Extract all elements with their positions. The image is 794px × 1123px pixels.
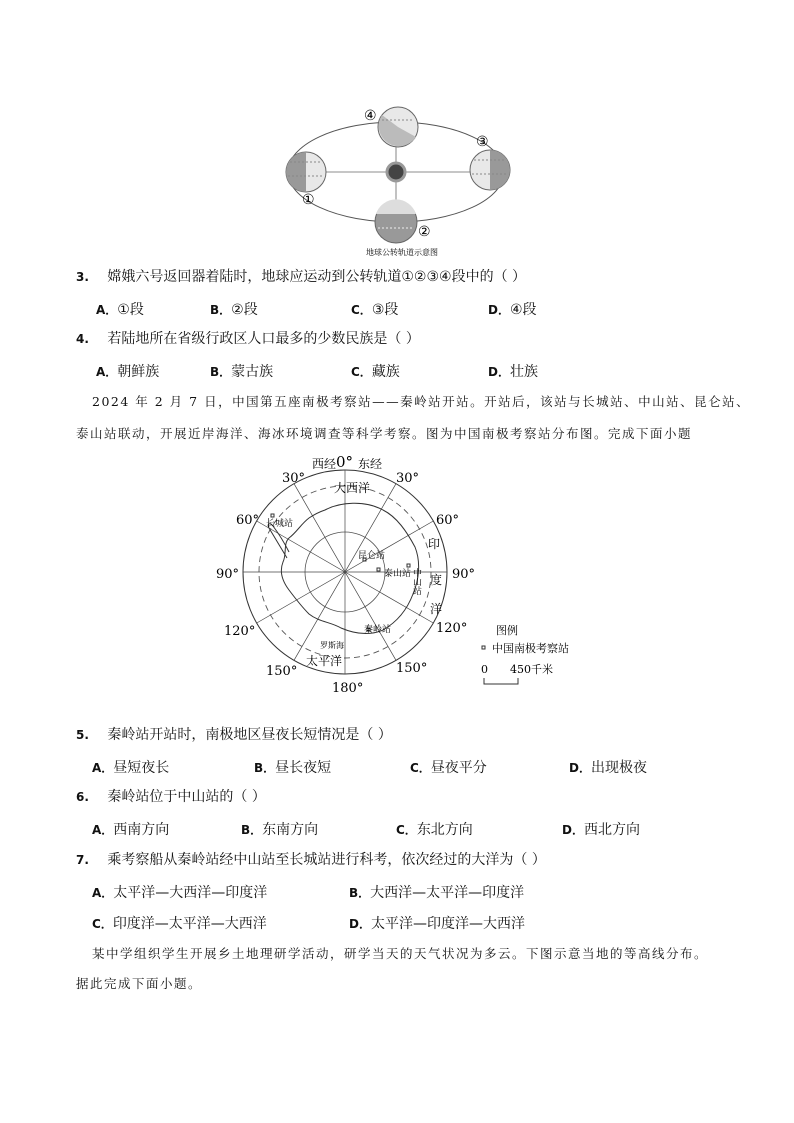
map-west-label: 西经 (312, 457, 337, 471)
station-label: 长城站 (266, 519, 294, 529)
option-b[interactable] (210, 299, 258, 319)
option-d[interactable] (569, 757, 647, 777)
sea-label: 罗斯海 (320, 641, 344, 650)
question-text: 秦岭站位于中山站的（ ） (107, 789, 266, 805)
option-letter: B． (210, 303, 232, 317)
legend-item: 中国南极考察站 (492, 642, 569, 655)
option-b[interactable] (210, 361, 273, 381)
option-letter: B． (241, 823, 263, 837)
option-d[interactable] (562, 819, 640, 839)
orbit-figure (270, 90, 530, 260)
option-letter: D． (349, 917, 371, 931)
degree-label: 150° (396, 661, 428, 676)
passage-line: 泰山站联动，开展近岸海洋、海冰环境调查等科学考察。图为中国南极考察站分布图。完成下面小题 (76, 426, 693, 441)
option-text: 印度洋—太平洋—大西洋 (112, 916, 267, 932)
option-a[interactable] (92, 819, 169, 839)
option-text: 壮族 (509, 364, 538, 380)
passage-line: 2024 年 2 月 7 日，中国第五座南极考察站——秦岭站开站。开站后，该站与长城站、中山站、昆仑站、 (92, 394, 751, 409)
option-b[interactable] (241, 819, 318, 839)
option-text: 大西洋—太平洋—印度洋 (370, 885, 525, 901)
option-letter: C． (351, 303, 372, 317)
option-text: 蒙古族 (231, 364, 274, 380)
option-c[interactable] (92, 913, 267, 933)
degree-label: 60° (236, 513, 260, 528)
option-text: 昼夜平分 (430, 760, 487, 776)
option-b[interactable] (254, 757, 331, 777)
question-4 (76, 330, 420, 348)
question-5 (76, 726, 392, 744)
scale-zero: 0 (481, 663, 488, 676)
option-letter: A． (92, 823, 114, 837)
station-marker (407, 564, 410, 567)
option-text: 太平洋—印度洋—大西洋 (370, 916, 525, 932)
option-letter: A． (96, 365, 118, 379)
degree-label: 60° (436, 513, 460, 528)
orbit-label-3: ③ (476, 134, 489, 150)
question-number: 7. (76, 853, 89, 867)
option-text: 昼长夜短 (275, 760, 332, 776)
option-letter: D． (562, 823, 584, 837)
degree-label: 90° (452, 567, 476, 582)
station-marker (271, 514, 274, 517)
option-letter: A． (92, 886, 114, 900)
option-c[interactable] (396, 819, 473, 839)
option-letter: C． (410, 761, 431, 775)
option-a[interactable] (92, 882, 267, 902)
option-letter: B． (210, 365, 232, 379)
station-label: 泰山站 (384, 569, 412, 579)
option-a[interactable] (92, 757, 169, 777)
station-marker (377, 568, 380, 571)
degree-label: 150° (266, 664, 298, 679)
ocean-label-atlantic: 大西洋 (334, 481, 371, 495)
option-letter: D． (569, 761, 591, 775)
degree-label: 120° (436, 621, 468, 636)
orbit-label-4: ④ (364, 108, 377, 124)
passage-line: 据此完成下面小题。 (76, 976, 203, 991)
ocean-label-indian: 度 (430, 573, 443, 587)
question-7 (76, 851, 546, 869)
question-number: 5. (76, 728, 89, 742)
legend-title: 图例 (496, 624, 518, 637)
option-c[interactable] (351, 361, 400, 381)
option-text: ④段 (509, 302, 537, 318)
question-number: 3. (76, 270, 89, 284)
option-letter: D． (488, 303, 510, 317)
orbit-label-2: ② (418, 224, 431, 240)
question-3 (76, 268, 526, 286)
degree-label: 90° (216, 567, 240, 582)
passage-line: 某中学组织学生开展乡土地理研学活动，研学当天的天气状况为多云。下图示意当地的等高线分布。 (92, 946, 709, 961)
option-d[interactable] (349, 913, 525, 933)
option-text: 东南方向 (262, 822, 319, 838)
degree-label: 30° (282, 471, 306, 486)
option-text: ②段 (231, 302, 258, 318)
question-text: 嫦娥六号返回器着陆时，地球应运动到公转轨道①②③④段中的（ ） (107, 269, 527, 285)
option-letter: C． (92, 917, 113, 931)
option-letter: A． (92, 761, 114, 775)
option-a[interactable] (96, 361, 159, 381)
ocean-label-pacific: 太平洋 (306, 654, 343, 668)
option-text: 太平洋—大西洋—印度洋 (113, 885, 268, 901)
orbit-caption: 地球公转轨道示意图 (366, 248, 438, 257)
option-letter: A． (96, 303, 118, 317)
option-text: 朝鲜族 (117, 364, 160, 380)
option-letter: C． (351, 365, 372, 379)
earth-right (470, 150, 510, 190)
option-c[interactable] (351, 299, 398, 319)
degree-label: 30° (396, 471, 420, 486)
option-b[interactable] (349, 882, 524, 902)
degree-label: 180° (332, 681, 364, 696)
option-d[interactable] (488, 361, 538, 381)
earth-bottom (375, 199, 417, 243)
option-d[interactable] (488, 299, 537, 319)
option-text: ③段 (371, 302, 399, 318)
option-c[interactable] (410, 757, 487, 777)
option-text: ①段 (117, 302, 144, 318)
map-east-label: 东经 (358, 457, 383, 471)
map-zero-label: 0° (336, 453, 354, 471)
orbit-label-1: ① (302, 192, 315, 208)
earth-left (286, 152, 326, 192)
option-a[interactable] (96, 299, 144, 319)
question-text: 若陆地所在省级行政区人口最多的少数民族是（ ） (107, 331, 420, 347)
station-label: 中山站 (411, 568, 421, 595)
station-label: 昆仑站 (358, 551, 386, 561)
degree-label: 120° (224, 624, 256, 639)
question-number: 6. (76, 790, 89, 804)
option-text: 西北方向 (583, 822, 640, 838)
ocean-label-indian: 洋 (430, 602, 443, 616)
sun (387, 163, 405, 181)
antarctic-map (216, 450, 600, 700)
ocean-label-indian: 印 (428, 537, 441, 551)
station-label: 秦岭站 (364, 625, 392, 635)
option-letter: B． (349, 886, 371, 900)
question-6 (76, 788, 266, 806)
option-text: 昼短夜长 (113, 760, 170, 776)
option-text: 东北方向 (416, 822, 473, 838)
option-text: 西南方向 (113, 822, 170, 838)
option-letter: C． (396, 823, 417, 837)
option-letter: B． (254, 761, 276, 775)
option-text: 出现极夜 (590, 760, 647, 776)
scale-value: 450千米 (510, 663, 553, 676)
scale-bar (484, 678, 518, 684)
question-text: 乘考察船从秦岭站经中山站至长城站进行科考，依次经过的大洋为（ ） (107, 852, 546, 868)
question-text: 秦岭站开站时，南极地区昼夜长短情况是（ ） (107, 727, 392, 743)
option-letter: D． (488, 365, 510, 379)
option-text: 藏族 (371, 364, 400, 380)
legend-marker (482, 646, 485, 649)
earth-top (378, 107, 418, 147)
question-number: 4. (76, 332, 89, 346)
